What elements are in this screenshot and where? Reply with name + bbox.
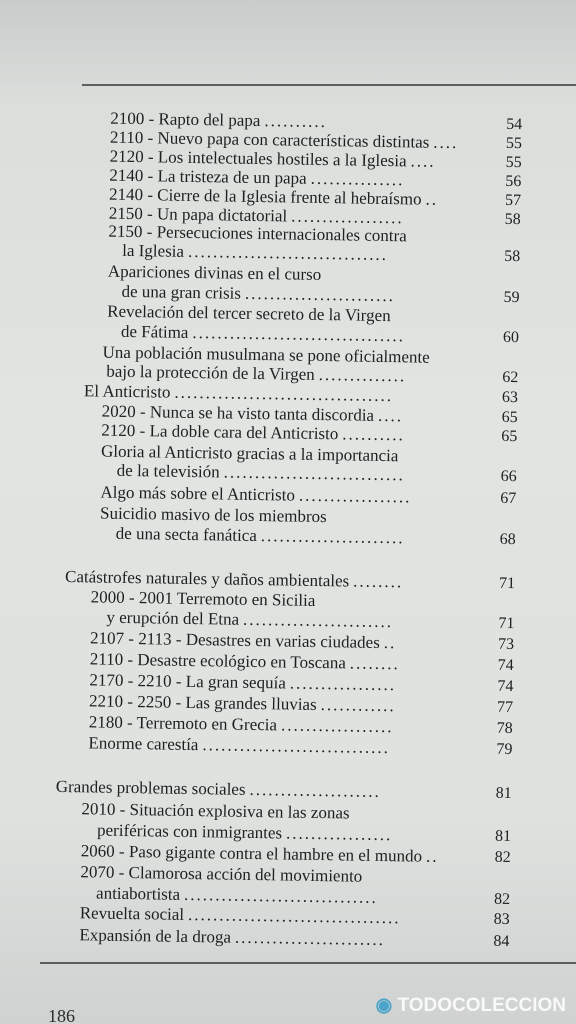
toc-entry-title: El Anticristo (83, 381, 171, 402)
toc-entry (116, 525, 405, 548)
toc-entry (81, 800, 349, 822)
toc-leader-dots: .............. (318, 364, 407, 386)
toc-entry (121, 323, 405, 345)
toc-leader-dots: ................................ (187, 241, 389, 265)
toc-leader-dots: .. (383, 633, 397, 653)
toc-entry (97, 822, 393, 845)
toc-entry (90, 650, 400, 673)
toc-leader-dots: ............... (310, 168, 405, 190)
toc-leader-dots: ................. (285, 823, 393, 845)
watermark (376, 994, 566, 1017)
toc-page-number: 54 (506, 115, 523, 134)
toc-entry-title: 2000 - 2001 Terremoto en Sicilia (90, 587, 316, 610)
toc-entry-title: Apariciones divinas en el curso (107, 261, 322, 284)
toc-leader-dots: ............................... (183, 884, 379, 907)
toc-page-number: 62 (502, 368, 519, 387)
toc-page-number: 83 (493, 910, 510, 929)
toc-entry-title: 2150 - Un papa dictatorial (108, 203, 288, 226)
toc-entry (122, 242, 388, 264)
toc-entry (89, 692, 396, 715)
toc-page-number: 55 (505, 134, 523, 153)
toc-leader-dots: ........ (349, 653, 400, 674)
toc-page-number: 57 (504, 191, 522, 210)
toc-page-number: 78 (496, 719, 513, 738)
toc-entry (80, 863, 362, 885)
toc-page-number: 74 (497, 656, 514, 675)
toc-entry (90, 629, 396, 652)
toc-entry (91, 588, 316, 610)
toc-page-number: 68 (499, 530, 516, 549)
toc-entry-title: Suicidio masivo de los miembros (99, 503, 327, 527)
toc-leader-dots: .................................. (192, 322, 406, 346)
toc-entry-title: 2140 - La tristeza de un papa (109, 165, 307, 188)
bottom-rule (40, 962, 576, 964)
todocoleccion-logo-icon: ◉ (375, 995, 393, 1016)
toc-page-number: 59 (503, 288, 520, 307)
toc-page-number: 81 (495, 784, 512, 803)
toc-leader-dots: ........................ (234, 927, 386, 950)
toc-entry-title: 2120 - La doble cara del Anticristo (101, 420, 339, 444)
toc-entry-title: Algo más sobre el Anticristo (100, 482, 296, 505)
toc-entry-title: Expansión de la droga (79, 925, 232, 947)
toc-page-number: 56 (505, 172, 522, 191)
toc-entry-title: 2110 - Nuevo papa con características distintas (109, 127, 430, 152)
toc-entry-title: 2150 - Persecuciones internacionales contra (108, 221, 407, 246)
toc-entry-title: 2060 - Paso gigante contra el hambre en el mundo (80, 841, 423, 866)
toc-entry-title: de una secta fanática (115, 523, 258, 546)
toc-entry-title: Enorme carestía (88, 733, 199, 755)
toc-leader-dots: ............................. (223, 462, 406, 485)
toc-entry-title: 2170 - 2210 - La gran sequía (89, 670, 286, 693)
toc-entry-title: de la televisión (116, 460, 220, 482)
toc-page-number: 60 (502, 328, 520, 347)
toc-page-number: 58 (504, 247, 521, 266)
toc-entry-title: de una gran crisis (121, 281, 242, 303)
toc-entry-title: de Fátima (120, 321, 189, 342)
toc-page-number: 71 (498, 614, 515, 633)
toc-page-number: 67 (500, 489, 517, 508)
toc-leader-dots: .............................. (202, 735, 391, 758)
toc-entry-title: y erupción del Etna (106, 607, 240, 629)
toc-page-number: 82 (493, 890, 511, 909)
toc-page-number: 74 (497, 677, 514, 696)
toc-entry (79, 926, 385, 949)
toc-page-number: 66 (500, 467, 517, 486)
toc-leader-dots: .................................. (187, 904, 401, 928)
toc-leader-dots: ................................... (174, 382, 394, 406)
toc-page-number: 65 (501, 427, 518, 446)
toc-entry-title: Una población musulmana se pone oficialmente (102, 342, 430, 367)
toc-entry-title: Revelación del tercer secreto de la Virgen (107, 301, 391, 326)
toc-entry-title: 2120 - Los intelectuales hostiles a la Iglesia (109, 146, 407, 171)
toc-entry-title: la Iglesia (122, 240, 185, 261)
toc-leader-dots: ........................ (244, 283, 396, 306)
toc-entry-title: 2107 - 2113 - Desastres en varias ciudades (89, 628, 380, 652)
toc-leader-dots: ........................ (242, 609, 394, 632)
toc-leader-dots: ................. (289, 673, 397, 695)
toc-leader-dots: ....................... (260, 526, 405, 548)
toc-entry-title: Grandes problemas sociales (55, 776, 246, 799)
toc-page-number: 84 (493, 932, 510, 951)
toc-entry-title: Revuelta social (79, 903, 185, 924)
toc-entry (89, 671, 396, 694)
toc-page-number: 63 (501, 388, 519, 407)
toc-entry-title: antiabortista (95, 883, 181, 904)
toc-leader-dots: .................. (298, 485, 412, 507)
toc-entry (108, 263, 322, 284)
toc-entry-title: 2020 - Nunca se ha visto tanta discordia (101, 401, 375, 425)
toc-entry-title: 2010 - Situación explosiva en las zonas (81, 799, 350, 823)
toc-entry (117, 462, 405, 485)
toc-leader-dots: .................. (280, 715, 394, 737)
toc-page-number: 58 (504, 210, 521, 229)
toc-leader-dots: ........ (353, 571, 404, 592)
toc-entry-title: 2140 - Cierre de la Iglesia frente al hebraísmo (108, 184, 422, 209)
toc-entry (89, 713, 394, 736)
toc-leader-dots: .... (377, 405, 404, 426)
toc-entry-title: 2180 - Terremoto en Grecia (88, 712, 278, 735)
toc-leader-dots: .... (433, 132, 459, 153)
toc-page-number: 65 (501, 408, 518, 427)
toc-leader-dots: .... (410, 151, 436, 171)
toc-page-number: 55 (505, 153, 522, 172)
toc-entry-title: periféricas con inmigrantes (96, 820, 283, 843)
toc-entry (100, 484, 411, 507)
toc-entry-title: Gloria al Anticristo gracias a la importancia (100, 441, 399, 466)
watermark-text: TODOCOLECCION (397, 995, 566, 1016)
toc-entry (88, 734, 390, 757)
toc-page-number: 79 (496, 740, 513, 759)
toc-page-number: 71 (498, 574, 516, 593)
toc-entry-title: Catástrofes naturales y daños ambientales (64, 567, 350, 591)
toc-leader-dots: .. (425, 189, 439, 209)
toc-leader-dots: ............ (320, 695, 396, 716)
toc-leader-dots: ..................... (249, 779, 381, 801)
toc-entry (106, 609, 393, 632)
toc-entry-title: bajo la protección de la Virgen (106, 361, 315, 384)
toc-entry (80, 904, 401, 927)
toc-entry (56, 778, 381, 801)
toc-page-number: 73 (497, 635, 515, 654)
toc-entry (100, 505, 327, 527)
toc-entry-title: 2110 - Desastre ecológico en Toscana (89, 649, 347, 673)
toc-page-number: 82 (494, 848, 511, 867)
toc-leader-dots: .. (425, 846, 439, 866)
toc-leader-dots: .......... (342, 424, 405, 445)
toc-leader-dots: .......... (264, 111, 328, 132)
toc-entry-title: 2210 - 2250 - Las grandes lluvias (88, 691, 317, 714)
toc-entry-title: 2070 - Clamorosa acción del movimiento (80, 862, 363, 886)
toc-page-number: 81 (494, 827, 512, 846)
toc-leader-dots: .................. (291, 206, 404, 228)
toc-entry-title: 2100 - Rapto del papa (110, 108, 261, 131)
page-number: 186 (48, 1006, 75, 1024)
toc-entry (101, 422, 405, 445)
toc-page-number: 77 (496, 698, 514, 717)
